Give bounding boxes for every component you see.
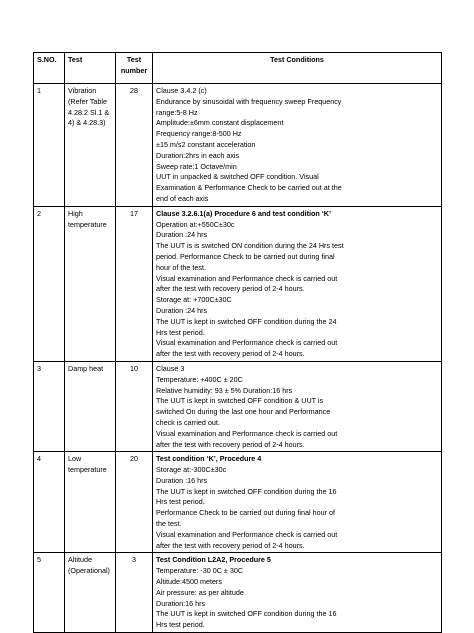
condition-line: Storage at: +700C±30C <box>156 295 232 305</box>
header-sno: S.NO. <box>34 53 65 84</box>
condition-line: The UUT is kept in switched OFF condition during the 16 <box>156 486 337 496</box>
condition-line: Operation at:+550C±30c <box>156 219 235 229</box>
condition-line: Temperature: -30 0C ± 30C <box>156 566 244 576</box>
condition-line: after the test with recovery period of 2-4 hours. <box>156 284 305 294</box>
table-row <box>34 206 442 361</box>
condition-line: Sweep rate:1 Octave/min <box>156 161 237 171</box>
condition-line: after the test with recovery period of 2-4 hours. <box>156 540 305 550</box>
test-name-line: 4.28.2 Sl.1 & <box>68 107 110 117</box>
condition-line: ±15 m/s2 constant acceleration <box>156 139 256 149</box>
condition-line: Visual examination and Performance check is carried out <box>156 338 338 348</box>
condition-line: Frequency range:8-500 Hz <box>156 129 242 139</box>
cell-sno: 1 <box>34 84 65 207</box>
condition-line: Endurance by sinusoidal with frequency sweep Frequency <box>156 96 342 106</box>
cell-test-conditions <box>153 361 442 451</box>
cell-sno: 2 <box>34 206 65 361</box>
test-name-line: Vibration <box>68 86 97 95</box>
condition-line: Hrs test period. <box>156 327 205 337</box>
condition-line: Clause 3 <box>156 363 185 373</box>
condition-line: Duration :16 hrs <box>156 475 208 485</box>
cell-test-number: 28 <box>116 84 153 207</box>
cell-test-number: 10 <box>116 361 153 451</box>
cell-test-number: 3 <box>116 553 153 633</box>
condition-line: the test. <box>156 519 182 529</box>
condition-line: range:5-8 Hz <box>156 107 198 117</box>
condition-line: Altitude:4500 meters <box>156 577 222 587</box>
table-row <box>34 84 442 207</box>
condition-line: Temperature: +400C ± 20C <box>156 374 243 384</box>
cell-test-conditions <box>153 84 442 207</box>
condition-line: The UUT is is switched ON condition during the 24 Hrs test <box>156 241 344 251</box>
condition-line: Air pressure: as per altitude <box>156 587 244 597</box>
condition-heading: Clause 3.2.6.1(a) Procedure 6 and test condition ‘K’ <box>156 208 331 218</box>
condition-line: Visual examination and Performance check is carried out <box>156 428 338 438</box>
test-name-line: (Operational) <box>68 566 110 576</box>
condition-line: The UUT is kept in switched OFF condition & UUT is <box>156 396 324 406</box>
cell-test-number: 20 <box>116 452 153 553</box>
condition-line: switched On during the last one hour and Performance <box>156 407 331 417</box>
cell-test <box>65 206 116 361</box>
condition-line: Duration:2hrs in each axis <box>156 150 240 160</box>
header-test-number: Test number <box>116 53 153 84</box>
table-header-row <box>34 53 442 84</box>
cell-test-conditions <box>153 452 442 553</box>
condition-line: end of each axis <box>156 193 209 203</box>
condition-heading: Test Condition L2A2, Procedure 5 <box>156 555 271 565</box>
table-row <box>34 452 442 553</box>
condition-line: period. Performance Check to be carried out during final <box>156 251 335 261</box>
cell-test <box>65 553 116 633</box>
test-name-line: temperature <box>68 219 107 229</box>
header-test-conditions: Test Conditions <box>153 53 442 84</box>
cell-sno: 3 <box>34 361 65 451</box>
cell-test-conditions <box>153 206 442 361</box>
header-test: Test <box>65 53 116 84</box>
test-name-line: Damp heat <box>68 363 104 373</box>
table-body <box>34 84 442 633</box>
condition-line: Relative humidity: 93 ± 5% Duration:16 hrs <box>156 385 293 395</box>
cell-test-conditions <box>153 553 442 633</box>
test-name-line: 4) & 4.28.3) <box>68 118 106 128</box>
cell-sno: 4 <box>34 452 65 553</box>
test-name-line: (Refer Table <box>68 96 108 106</box>
condition-line: Hrs test period. <box>156 497 205 507</box>
table-row <box>34 553 442 633</box>
condition-line: The UUT is kept in switched OFF condition during the 16 <box>156 609 337 619</box>
cell-test <box>65 452 116 553</box>
condition-line: Performance Check to be carried out during final hour of <box>156 508 335 518</box>
condition-line: check is carried out. <box>156 417 220 427</box>
condition-line: Hrs test period. <box>156 620 205 630</box>
condition-line: Storage at:-300C±30c <box>156 465 227 475</box>
condition-heading: Test condition ‘K’, Procedure 4 <box>156 454 262 464</box>
condition-line: The UUT is kept in switched OFF condition during the 24 <box>156 316 337 326</box>
condition-line: Duration :24 hrs <box>156 230 208 240</box>
cell-sno: 5 <box>34 553 65 633</box>
test-name-line: Altitude <box>68 555 92 565</box>
test-name-line: Low <box>68 454 82 464</box>
condition-line: Visual examination and Performance check is carried out <box>156 273 338 283</box>
condition-line: Amplitude:±6mm constant displacement <box>156 118 284 128</box>
condition-line: UUT in unpacked & switched OFF condition. Visual <box>156 172 319 182</box>
condition-line: Duration:16 hrs <box>156 598 206 608</box>
table-row <box>34 361 442 451</box>
cell-test <box>65 361 116 451</box>
condition-line: hour of the test. <box>156 262 206 272</box>
condition-line: Duration :24 hrs <box>156 305 208 315</box>
condition-line: Examination & Performance Check to be carried out at the <box>156 183 342 193</box>
test-name-line: temperature <box>68 465 107 475</box>
condition-line: after the test with recovery period of 2-4 hours. <box>156 349 305 359</box>
cell-test-number: 17 <box>116 206 153 361</box>
condition-line: Clause 3.4.2 (c) <box>156 86 207 95</box>
condition-line: after the test with recovery period of 2-4 hours. <box>156 439 305 449</box>
test-name-line: High <box>68 208 83 218</box>
cell-test <box>65 84 116 207</box>
test-conditions-table <box>33 52 442 633</box>
condition-line: Visual examination and Performance check is carried out <box>156 529 338 539</box>
